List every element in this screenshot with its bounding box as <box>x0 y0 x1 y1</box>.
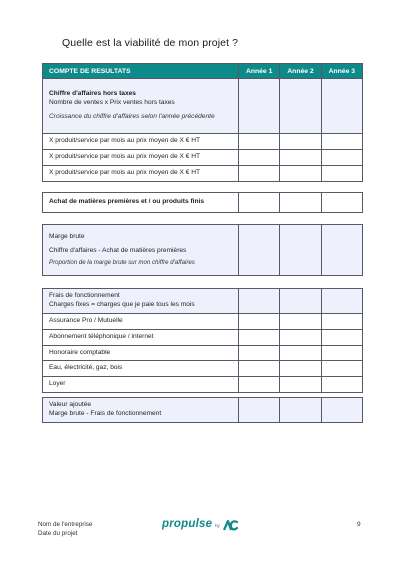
revenue-year-1-cell[interactable] <box>239 79 280 134</box>
product-row-label: X produit/service par mois au prix moyen de X € HT <box>43 134 239 150</box>
footer-info <box>38 520 92 538</box>
income-statement-table <box>42 63 363 182</box>
cost-row-year-3-cell[interactable] <box>321 345 362 361</box>
table-row <box>43 313 363 329</box>
table-row <box>43 165 363 181</box>
operating-costs-subtitle: Charges fixes = charges que je paie tous les mois <box>49 300 195 308</box>
product-row-year-2-cell[interactable] <box>280 134 321 150</box>
credit-agricole-logo-icon <box>222 518 238 536</box>
cost-row-year-3-cell[interactable] <box>321 361 362 377</box>
revenue-growth-note: Croissance du chiffre d'affaires selon l'année précédente <box>49 113 215 121</box>
revenue-row <box>43 79 363 134</box>
product-row-year-2-cell[interactable] <box>280 149 321 165</box>
operating-costs-title: Frais de fonctionnement <box>49 292 120 299</box>
gross-margin-table <box>42 224 363 276</box>
table-row <box>43 149 363 165</box>
cost-row-year-2-cell[interactable] <box>280 329 321 345</box>
table-row <box>43 134 363 150</box>
cost-row-label: Honoraire comptable <box>43 345 239 361</box>
cost-row-year-2-cell[interactable] <box>280 361 321 377</box>
header-label: COMPTE DE RESULTATS <box>43 64 239 79</box>
table-row <box>43 329 363 345</box>
cost-row-label: Eau, électricité, gaz, bois <box>43 361 239 377</box>
cost-row-year-1-cell[interactable] <box>239 345 280 361</box>
value-added-row <box>43 398 363 423</box>
gross-margin-formula: Chiffre d'affaires - Achat de matières premières <box>49 247 187 255</box>
operating-costs-table <box>42 288 363 393</box>
product-row-year-3-cell[interactable] <box>321 134 362 150</box>
operating-costs-year-2-cell[interactable] <box>280 289 321 314</box>
table-header-row <box>43 64 363 79</box>
revenue-title: Chiffre d'affaires hors taxes <box>49 89 136 97</box>
gross-margin-year-2-cell[interactable] <box>280 225 321 276</box>
product-row-year-2-cell[interactable] <box>280 165 321 181</box>
value-added-year-3-cell[interactable] <box>321 398 362 423</box>
cost-row-year-3-cell[interactable] <box>321 377 362 393</box>
table-row <box>43 345 363 361</box>
gross-margin-title: Marge brute <box>49 232 85 240</box>
cost-row-label: Abonnement téléphonique / internet <box>43 329 239 345</box>
product-row-label: X produit/service par mois au prix moyen de X € HT <box>43 165 239 181</box>
cost-row-year-1-cell[interactable] <box>239 361 280 377</box>
value-added-year-1-cell[interactable] <box>239 398 280 423</box>
operating-costs-year-1-cell[interactable] <box>239 289 280 314</box>
operating-costs-label-cell <box>43 289 239 314</box>
gross-margin-note: Proportion de la marge brute sur mon chiffre d'affaires <box>49 259 195 267</box>
cost-row-year-2-cell[interactable] <box>280 377 321 393</box>
header-year-1: Année 1 <box>239 64 280 79</box>
cost-row-label: Loyer <box>43 377 239 393</box>
project-date: Date du projet <box>38 530 78 538</box>
cost-row-label: Assurance Pro / Mutuelle <box>43 313 239 329</box>
purchases-label: Achat de matières premières et / ou produits finis <box>43 193 239 213</box>
table-row <box>43 377 363 393</box>
purchases-year-3-cell[interactable] <box>321 193 362 213</box>
revenue-formula: Nombre de ventes x Prix ventes hors taxes <box>49 98 175 106</box>
page-number: 9 <box>357 521 361 528</box>
operating-costs-year-3-cell[interactable] <box>321 289 362 314</box>
product-row-year-3-cell[interactable] <box>321 165 362 181</box>
propulse-logo <box>162 518 238 536</box>
cost-row-year-1-cell[interactable] <box>239 377 280 393</box>
product-row-label: X produit/service par mois au prix moyen de X € HT <box>43 149 239 165</box>
header-year-2: Année 2 <box>280 64 321 79</box>
cost-row-year-1-cell[interactable] <box>239 329 280 345</box>
table-row <box>43 361 363 377</box>
company-name: Nom de l'entreprise <box>38 521 93 528</box>
revenue-year-2-cell[interactable] <box>280 79 321 134</box>
value-added-formula: Marge brute - Frais de fonctionnement <box>49 409 162 417</box>
value-added-table <box>42 397 363 423</box>
purchases-year-1-cell[interactable] <box>239 193 280 213</box>
product-row-year-1-cell[interactable] <box>239 165 280 181</box>
gross-margin-year-1-cell[interactable] <box>239 225 280 276</box>
revenue-year-3-cell[interactable] <box>321 79 362 134</box>
revenue-label-cell <box>43 79 239 134</box>
product-row-year-1-cell[interactable] <box>239 134 280 150</box>
value-added-label-cell <box>43 398 239 423</box>
gross-margin-year-3-cell[interactable] <box>321 225 362 276</box>
value-added-title: Valeur ajoutée <box>49 401 92 408</box>
purchases-row <box>43 193 363 213</box>
cost-row-year-1-cell[interactable] <box>239 313 280 329</box>
operating-costs-header-row <box>43 289 363 314</box>
gross-margin-label-cell <box>43 225 239 276</box>
value-added-year-2-cell[interactable] <box>280 398 321 423</box>
purchases-year-2-cell[interactable] <box>280 193 321 213</box>
product-row-year-1-cell[interactable] <box>239 149 280 165</box>
purchases-table <box>42 192 363 213</box>
cost-row-year-3-cell[interactable] <box>321 313 362 329</box>
product-row-year-3-cell[interactable] <box>321 149 362 165</box>
cost-row-year-2-cell[interactable] <box>280 313 321 329</box>
cost-row-year-2-cell[interactable] <box>280 345 321 361</box>
gross-margin-row <box>43 225 363 276</box>
cost-row-year-3-cell[interactable] <box>321 329 362 345</box>
logo-by: by <box>215 523 220 528</box>
logo-wordmark: propulse <box>162 518 213 530</box>
page-title: Quelle est la viabilité de mon projet ? <box>62 37 239 49</box>
header-year-3: Année 3 <box>321 64 362 79</box>
